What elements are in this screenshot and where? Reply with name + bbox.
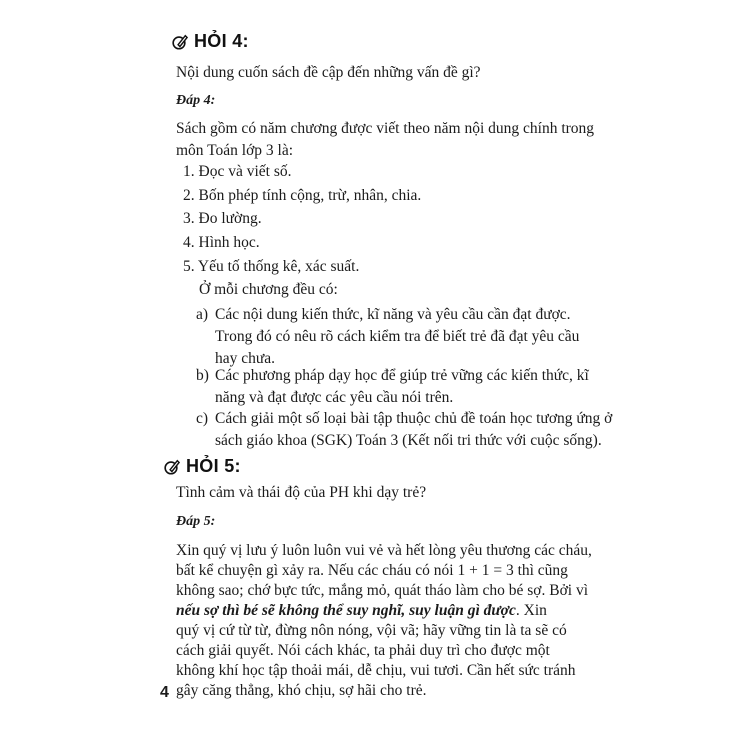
paragraph-line: Xin quý vị lưu ý luôn luôn vui vẻ và hết lòng yêu thương các cháu, [176, 542, 592, 559]
paragraph-tail: . Xin [515, 602, 547, 619]
page-number: 4 [160, 684, 169, 701]
list-item: 2. Bốn phép tính cộng, trừ, nhân, chia. [183, 187, 422, 204]
sub-item-line: Các nội dung kiến thức, kĩ năng và yêu cầu cần đạt được. [215, 306, 571, 323]
paragraph-line: quý vị cứ từ từ, đừng nôn nóng, vội vã; hãy vững tin là ta sẽ có [176, 622, 567, 639]
sub-item-line: Cách giải một số loại bài tập thuộc chủ đề toán học tương ứng ở [215, 410, 613, 427]
sub-item-line: sách giáo khoa (SGK) Toán 3 (Kết nối tri thức với cuộc sống). [215, 432, 602, 449]
list-item: 3. Đo lường. [183, 210, 262, 227]
answer-4-label: Đáp 4: [176, 93, 216, 108]
paragraph-line: cách giải quyết. Nói cách khác, ta phải duy trì cho được một [176, 642, 550, 659]
sub-item-label: c) [196, 410, 209, 427]
question-5-heading: HỎI 5: [162, 456, 241, 477]
sub-item-label: a) [196, 306, 209, 323]
pencil-icon [170, 33, 188, 51]
sub-item-label: b) [196, 367, 209, 384]
answer-4-intro-line: Sách gồm có năm chương được viết theo năm nội dung chính trong [176, 120, 595, 137]
paragraph-line: bất kể chuyện gì xảy ra. Nếu các cháu có nói 1 + 1 = 3 thì cũng [176, 562, 568, 579]
sub-item-line: hay chưa. [215, 350, 276, 367]
pencil-icon [162, 458, 180, 476]
list-item: 1. Đọc và viết số. [183, 163, 292, 180]
list-item: 4. Hình học. [183, 234, 260, 251]
paragraph-line: không sao; chớ bực tức, mắng mỏ, quát tháo làm cho bé sợ. Bởi vì [176, 582, 589, 599]
sub-item-line: Trong đó có nêu rõ cách kiểm tra để biết trẻ đã đạt yêu cầu [215, 328, 580, 345]
question-5-text: Tình cảm và thái độ của PH khi dạy trẻ? [176, 484, 427, 501]
sub-item-line: năng và đạt được các yêu cầu nói trên. [215, 389, 454, 406]
answer-5-label: Đáp 5: [176, 514, 216, 529]
answer-4-intro-line: môn Toán lớp 3 là: [176, 142, 294, 159]
sub-item-line: Các phương pháp dạy học để giúp trẻ vững các kiến thức, kĩ [215, 367, 589, 384]
paragraph-line: gây căng thẳng, khó chịu, sợ hãi cho trẻ. [176, 682, 427, 699]
list-item: 5. Yếu tố thống kê, xác suất. [183, 258, 360, 275]
each-chapter-text: Ở mỗi chương đều có: [199, 281, 338, 298]
paragraph-line [176, 600, 547, 622]
question-4-heading: HỎI 4: [170, 31, 249, 52]
paragraph-line: không khí học tập thoải mái, dễ chịu, vui tươi. Cần hết sức tránh [176, 662, 576, 679]
emphasis-text: nếu sợ thì bé sẽ không thể suy nghĩ, suy luận gì được [176, 602, 516, 619]
question-4-text: Nội dung cuốn sách đề cập đến những vấn đề gì? [176, 64, 481, 81]
